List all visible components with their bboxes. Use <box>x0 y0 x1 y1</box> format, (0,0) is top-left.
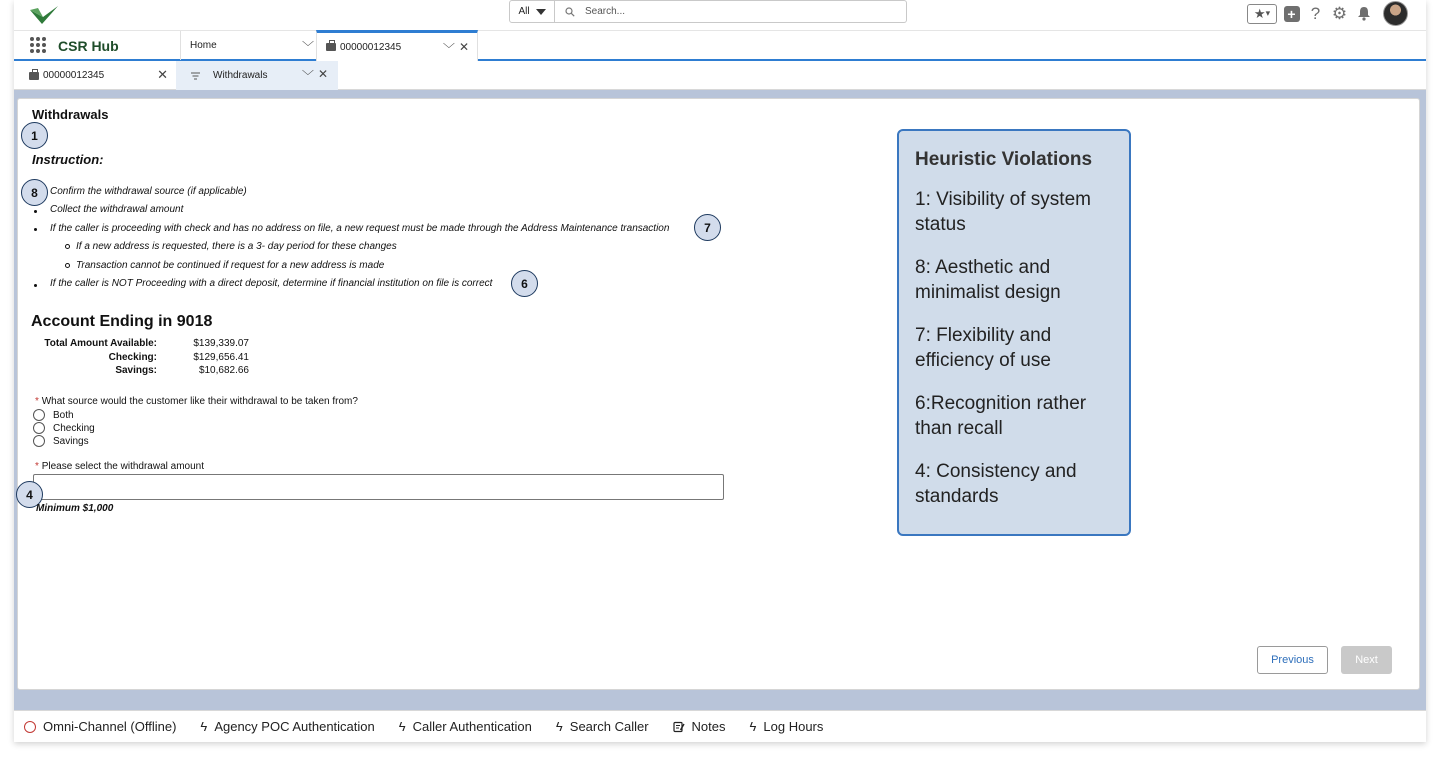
utility-agency-poc-authentication[interactable] <box>200 719 374 734</box>
instruction-subitem: Transaction cannot be continued if request for a new address is made <box>76 260 385 271</box>
global-header <box>14 0 1426 30</box>
setup-button[interactable] <box>1330 4 1349 24</box>
utility-label: Omni-Channel (Offline) <box>43 719 177 734</box>
plus-icon: + <box>1284 6 1300 22</box>
subtab-withdrawals[interactable] <box>176 61 338 90</box>
utility-bar <box>14 710 1426 742</box>
account-label: Savings: <box>115 365 157 376</box>
briefcase-icon <box>326 43 336 51</box>
account-value: $10,682.66 <box>198 365 249 376</box>
bolt-icon: ϟ <box>398 719 406 734</box>
amount-label <box>35 461 204 472</box>
user-avatar[interactable] <box>1383 1 1408 26</box>
close-icon[interactable]: ✕ <box>157 67 168 82</box>
chevron-down-icon[interactable]: ﹀ <box>301 69 314 83</box>
heuristic-violations-panel <box>897 129 1131 536</box>
search-icon <box>565 7 575 17</box>
heuristic-item: 1: Visibility of system status <box>915 189 1091 235</box>
search-input[interactable] <box>555 0 907 23</box>
next-button[interactable]: Next <box>1341 646 1392 674</box>
instruction-item: If the caller is NOT Proceeding with a direct deposit, determine if financial institution on file is correct <box>50 278 493 289</box>
utility-search-caller[interactable] <box>556 719 649 734</box>
app-navigation-bar <box>14 30 1426 61</box>
previous-button[interactable]: Previous <box>1257 646 1328 674</box>
global-actions-button[interactable] <box>1282 4 1301 24</box>
subtab-record-label: 00000012345 <box>43 70 105 81</box>
briefcase-icon <box>29 72 39 80</box>
help-button[interactable] <box>1306 4 1325 24</box>
favorites-button[interactable] <box>1247 4 1277 24</box>
heuristic-item: 6:Recognition rather than recall <box>915 393 1087 439</box>
utility-omni-channel[interactable] <box>24 719 176 734</box>
amount-help-text: Minimum $1,000 <box>36 503 114 514</box>
chevron-down-icon[interactable]: ﹀ <box>442 42 455 56</box>
omni-channel-offline-icon <box>24 721 36 733</box>
header-actions <box>1247 1 1408 26</box>
radio-option-savings[interactable] <box>33 435 89 447</box>
bell-icon <box>1357 6 1371 21</box>
app-window <box>14 0 1426 742</box>
notes-icon <box>673 721 685 733</box>
required-mark: * <box>35 461 39 472</box>
utility-label: Notes <box>691 719 726 734</box>
radio-option-both[interactable] <box>33 409 74 421</box>
utility-label: Agency POC Authentication <box>214 719 375 734</box>
bullet-dot <box>34 210 37 213</box>
instruction-title: Instruction: <box>32 152 104 167</box>
withdrawals-card <box>17 98 1420 690</box>
nav-tab-home[interactable] <box>180 31 316 60</box>
nav-tab-home-label: Home <box>190 40 217 51</box>
radio-label: Checking <box>53 422 95 434</box>
withdrawal-amount-input[interactable] <box>33 474 724 500</box>
heuristic-badge: 8 <box>21 179 48 206</box>
flow-icon <box>190 71 201 81</box>
nav-tab-record-label: 00000012345 <box>340 41 402 53</box>
bullet-dot <box>34 228 37 231</box>
utility-log-hours[interactable] <box>750 719 824 734</box>
account-value: $139,339.07 <box>193 338 249 349</box>
bolt-icon: ϟ <box>749 719 757 734</box>
instruction-item: Collect the withdrawal amount <box>50 204 184 215</box>
caret-down-icon: ▾ <box>1265 8 1271 18</box>
radio-option-checking[interactable] <box>33 422 95 434</box>
utility-label: Caller Authentication <box>412 719 532 734</box>
caret-down-icon <box>536 9 546 15</box>
account-label: Total Amount Available: <box>44 338 157 349</box>
subtab-withdrawals-label: Withdrawals <box>213 70 268 81</box>
heuristic-item: 8: Aesthetic and minimalist design <box>915 257 1061 303</box>
app-launcher-icon[interactable] <box>30 37 46 53</box>
gear-icon: ⚙ <box>1331 3 1348 23</box>
notifications-button[interactable] <box>1354 4 1373 24</box>
heuristic-badge: 6 <box>511 270 538 297</box>
global-search <box>509 0 907 23</box>
heuristic-badge: 1 <box>21 122 48 149</box>
radio-label: Both <box>53 409 74 421</box>
utility-label: Log Hours <box>763 719 824 734</box>
search-scope-dropdown[interactable] <box>509 0 555 23</box>
instruction-item: Confirm the withdrawal source (if applicable) <box>50 186 247 197</box>
star-icon: ★ <box>1253 5 1266 21</box>
nav-tab-record[interactable] <box>316 30 478 61</box>
account-label: Checking: <box>108 352 157 363</box>
account-title: Account Ending in 9018 <box>31 313 213 330</box>
heuristic-item: 7: Flexibility and efficiency of use <box>915 325 1052 371</box>
bullet-dot <box>34 284 37 287</box>
subtab-record[interactable] <box>14 61 176 90</box>
heuristic-item: 4: Consistency and standards <box>915 461 1077 507</box>
sub-bullet-ring <box>65 244 70 249</box>
heuristic-panel-title: Heuristic Violations <box>915 149 1093 170</box>
app-name: CSR Hub <box>58 38 119 54</box>
app-logo-icon[interactable] <box>30 4 58 26</box>
source-question-label <box>35 396 358 407</box>
heuristic-badge: 7 <box>694 214 721 241</box>
instruction-item: If the caller is proceeding with check and has no address on file, a new request must be made through the Address Maintenance transaction <box>50 223 670 234</box>
close-icon[interactable]: ✕ <box>458 40 469 54</box>
content-area <box>14 90 1426 710</box>
search-scope-label: All <box>518 6 530 17</box>
utility-label: Search Caller <box>569 719 649 734</box>
radio-button[interactable] <box>33 409 45 421</box>
subtab-bar <box>14 61 1426 90</box>
source-question-text: What source would the customer like their withdrawal to be taken from? <box>41 396 358 407</box>
close-icon[interactable]: ✕ <box>317 67 328 81</box>
utility-notes[interactable] <box>673 719 726 734</box>
help-icon: ? <box>1310 3 1321 23</box>
heuristic-badge: 4 <box>16 481 43 508</box>
sub-bullet-ring <box>65 263 70 268</box>
instruction-subitem: If a new address is requested, there is a 3- day period for these changes <box>76 241 397 252</box>
chevron-down-icon[interactable]: ﹀ <box>301 40 314 54</box>
search-placeholder: Search... <box>585 6 626 17</box>
amount-label-text: Please select the withdrawal amount <box>41 461 204 472</box>
required-mark: * <box>35 396 39 407</box>
radio-button[interactable] <box>33 435 45 447</box>
page-title: Withdrawals <box>32 107 109 122</box>
account-value: $129,656.41 <box>193 352 249 363</box>
utility-caller-authentication[interactable] <box>399 719 532 734</box>
bolt-icon: ϟ <box>200 719 208 734</box>
bolt-icon: ϟ <box>555 719 563 734</box>
radio-button[interactable] <box>33 422 45 434</box>
radio-label: Savings <box>53 435 89 447</box>
